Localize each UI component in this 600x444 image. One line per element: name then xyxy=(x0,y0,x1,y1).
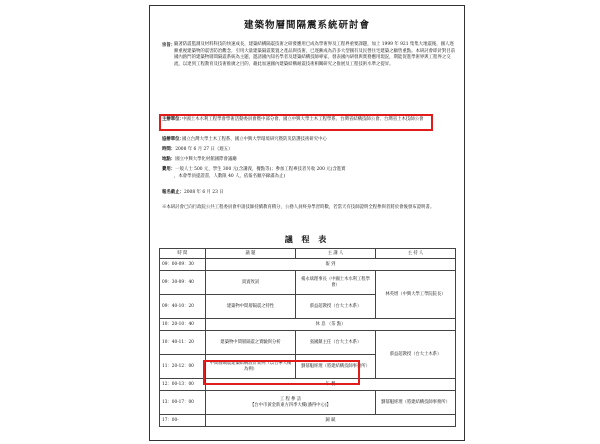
table-row xyxy=(160,379,456,391)
header-speaker: 主 講 人 xyxy=(296,249,376,259)
site-visit-title: 工 程 參 訪 xyxy=(279,396,302,402)
purpose-text: 隨著防震監測及材料科技的快速成長，建築結構隔震技術之研發應用已成為學術界及工程界重要課題，加上 1999 年 921 集集大地震後，國人逐漸重視建築物的震害防治觀念，引用大量建築隔震裝置之產品與技術，已逐漸成為許多大型國有及民營住宅建築之顧售重點。本研討會即針對目前國內熱門的建築物層間隔震系統為主題，邀請國內知名學者及建築結構技師專家，發表國內研發與實務應用現況，期能促進學術界與工程界之交流，以達到工程教育及技術推廣之目的，藉此加速國內建築結構耐震技術相關研究之推展及工程技術水準之提昇。 xyxy=(174,42,456,67)
header-time: 時 間 xyxy=(160,249,206,259)
session-cell: 報 到 xyxy=(206,259,456,271)
time-cell: 10：40-11：20 xyxy=(160,331,206,355)
header-host: 主 持 人 xyxy=(376,249,456,259)
session-cell: 歸 賦 xyxy=(206,415,456,427)
table-row xyxy=(160,319,456,331)
topic-cell: 貴賓致詞 xyxy=(206,271,296,295)
time-cell: 09：00-09：30 xyxy=(160,259,206,271)
time-cell: 17：00- xyxy=(160,415,206,427)
time-cell: 12：00-13：00 xyxy=(160,379,206,391)
co-organizers-label: 協辦單位： xyxy=(162,137,184,142)
speaker-cell: 劉郁魁經理（將建結構技師事務所） xyxy=(296,355,376,379)
agenda-header-row xyxy=(160,249,456,259)
deadline-field: 報名截止：2008 年 6 月 23 日 xyxy=(162,190,224,195)
table-row xyxy=(160,259,456,271)
site-visit-cell xyxy=(206,391,376,415)
host-cell: 蔡益超教授（台大土木系） xyxy=(376,331,456,379)
table-row xyxy=(160,331,456,355)
time-cell: 09：40-10：20 xyxy=(160,295,206,319)
header-topic: 議 題 xyxy=(206,249,296,259)
co-organizers-text: 國立台灣大學土木工程系、國立中興大學環境研究暨防災防護技術研究中心 xyxy=(182,137,327,142)
note-text: ※本研討會已向行政院公共工程委員會申請技師持續教育積分，公務人員終身學習時數，若當天有技師證明全程參與者將於會後發布證明書。 xyxy=(162,205,435,210)
organizers-label: 主辦單位： xyxy=(162,117,184,122)
session-cell: 午 餐 xyxy=(206,379,456,391)
fee-field-cont: ，本會學員提證書，人數限 40 人，依報名順序錄滿為止) xyxy=(174,174,286,179)
table-row xyxy=(160,415,456,427)
table-row xyxy=(160,271,456,295)
document-title: 建築物層間隔震系統研討會 xyxy=(243,20,370,31)
time-cell: 13：00-17：00 xyxy=(160,391,206,415)
topic-cell: 建築物中間層隔震之實驗與分析 xyxy=(206,331,296,355)
time-cell: 10：20-10：40 xyxy=(160,319,206,331)
speaker-cell: 楊永斌理事長（中國土木水利工程學會） xyxy=(296,271,376,295)
organizers-text: 中國土木水利工程學會學術活動委員會暨中部分會、國立中興大學土木工程學系、台灣省結構技師公會、台灣省土木技師公會 xyxy=(182,117,424,122)
time-cell: 09：30-09：40 xyxy=(160,271,206,295)
time-cell: 11：20-12：00 xyxy=(160,355,206,379)
venue-field: 地點：國立中興大學化材館國際會議廳 xyxy=(162,157,237,162)
host-cell: 劉郁魁經理（將建結構技師事務所） xyxy=(376,391,456,415)
speaker-cell: 張國鎮主任（台大土木系） xyxy=(296,331,376,355)
topic-cell: 建築物中間層隔震之特性 xyxy=(206,295,296,319)
schedule-title: 議 程 表 xyxy=(284,234,330,244)
topic-cell: 中間層隔震建築結構設計實例（以台寧大樓為例） xyxy=(206,355,296,379)
speaker-cell: 蔡益超教授（台大土木系） xyxy=(296,295,376,319)
session-cell: 休 息 （茶 點） xyxy=(206,319,456,331)
agenda-table xyxy=(159,248,456,427)
time-field: 時間：2008 年 6 月 27 日（週五） xyxy=(162,147,233,152)
document-page xyxy=(149,5,465,441)
site-visit-location: 【台中市黃金新東方四季大樓(潘得中心)】 xyxy=(250,402,331,408)
fee-field: 費用：一般人士 500 元，學生 300 元(含講義，餐點等)；參加工程專技者另收 200 元(含進實 xyxy=(162,167,346,172)
table-row xyxy=(160,391,456,415)
host-cell: 林英增（中興大學工學院院長） xyxy=(376,271,456,319)
purpose-label: 宗旨： xyxy=(162,43,176,48)
